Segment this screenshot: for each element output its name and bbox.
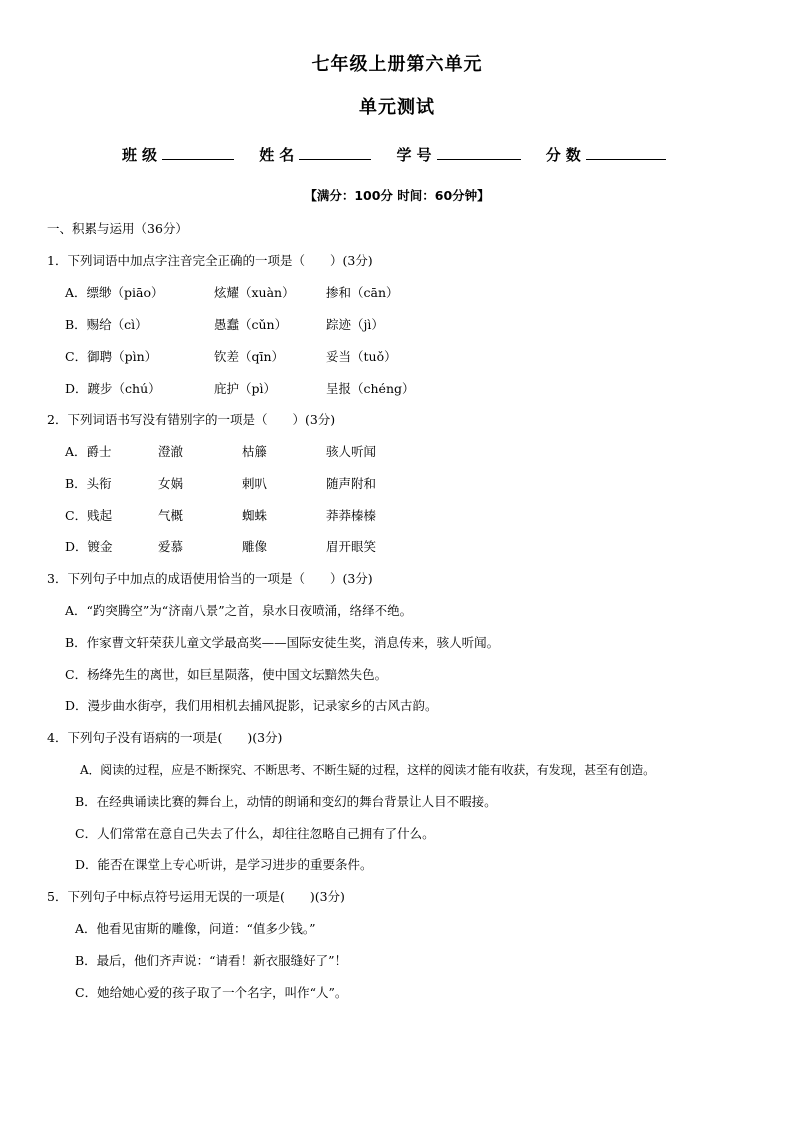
q3-option-c[interactable]: C．杨绛先生的离世，如巨星陨落，使中国文坛黯然失色。 bbox=[65, 667, 388, 682]
number-blank[interactable] bbox=[437, 145, 521, 160]
section-heading: 一、积累与运用（36分） bbox=[47, 221, 188, 236]
q4-option-a[interactable]: A．阅读的过程，应是不断探究、不断思考、不断生疑的过程，这样的阅读才能有收获，有发现，甚至有创造。 bbox=[80, 763, 655, 777]
score-blank[interactable] bbox=[586, 145, 666, 160]
question-1-stem: 1．下列词语中加点字注音完全正确的一项是（ ）(3分) bbox=[47, 253, 373, 268]
q5-option-c[interactable]: C．她给她心爱的孩子取了一个名字，叫作“人”。 bbox=[75, 985, 348, 1000]
number-label: 学号 bbox=[396, 146, 437, 164]
q3-option-b[interactable]: B．作家曹文轩荣获儿童文学最高奖——国际安徒生奖，消息传来，骇人听闻。 bbox=[65, 635, 500, 650]
q4-option-c[interactable]: C．人们常常在意自己失去了什么，却往往忽略自己拥有了什么。 bbox=[75, 826, 435, 841]
page-title: 七年级上册第六单元 bbox=[311, 54, 483, 75]
class-label: 班级 bbox=[122, 146, 163, 164]
exam-meta: 【满分：100分 时间：60分钟】 bbox=[304, 188, 490, 203]
page-subtitle: 单元测试 bbox=[359, 97, 435, 118]
q3-option-d[interactable]: D．漫步曲水街亭，我们用相机去捕风捉影，记录家乡的古风古韵。 bbox=[65, 698, 438, 713]
q3-option-a[interactable]: A．“趵突腾空”为“济南八景”之首，泉水日夜喷涌，络绎不绝。 bbox=[65, 603, 413, 618]
q5-option-b[interactable]: B．最后，他们齐声说：“请看！新衣服缝好了”！ bbox=[75, 953, 347, 968]
name-blank[interactable] bbox=[299, 145, 371, 160]
question-4-stem: 4．下列句子没有语病的一项是( )(3分) bbox=[47, 730, 283, 745]
score-label: 分数 bbox=[545, 146, 586, 164]
name-label: 姓名 bbox=[259, 146, 300, 164]
class-blank[interactable] bbox=[162, 145, 234, 160]
question-5-stem: 5．下列句子中标点符号运用无误的一项是( )(3分) bbox=[47, 889, 345, 904]
exam-page: 七年级上册第六单元 单元测试 班级 姓名 学号 分数 【满分：100分 时间：60分钟】 一、积累与运用（36分） 1．下列词语中加点字注音完全正确的一项是（ ）(3分) A．缥缈（piāo） 炫耀（xuàn） 掺和（cān） B．赐给（cì） 愚蠢（cǔn） 踪迹（jì） C．御聘（pìn） 钦差（qīn） 妥当（tuǒ） D．踱步（chú） 庇护（pì） 呈报（chéng） 2．下列词语书写没有错别字的一项是（ ）(3分) A．爵士 澄澈 枯籐 骇人听闻 B．头衔 女娲 剌叭 随声附和 C．贱起 气概 蜘蛛 莽莽榛榛 D．镀金 爱慕 雕像 眉开眼笑 3．下列句子中加点的成语使用恰当的一项是（ ）(3分) A．“趵突腾空”为“济南八景”之首，泉水日夜喷涌，络绎不绝。 B．作家曹文轩荣获儿童文学最高奖——国际安徒生奖，消息传来，骇人听闻。 C．杨绛先生的离世，如巨星陨落，使中国文坛黯然失色。 D．漫步曲水街亭，我们用相机去捕风捉影，记录家乡的古风古韵。 4．下列句子没有语病的一项是( )(3分) A．阅读的过程，应是不断探究、不断思考、不断生疑的过程，这样的阅读才能有收获，有发现，甚至有创造。 B．在经典诵读比赛的舞台上，动情的朗诵和变幻的舞台背景让人目不暇接。 C．人们常常在意自己失去了什么，却往往忽略自己拥有了什么。 D．能否在课堂上专心听讲，是学习进步的重要条件。 5．下列句子中标点符号运用无误的一项是( )(3分) A．他看见宙斯的雕像，问道：“值多少钱。” B．最后，他们齐声说：“请看！新衣服缝好了”！ C．她给她心爱的孩子取了一个名字，叫作“人”。 bbox=[0, 0, 794, 1123]
q4-option-d[interactable]: D．能否在课堂上专心听讲，是学习进步的重要条件。 bbox=[75, 857, 373, 872]
q4-option-b[interactable]: B．在经典诵读比赛的舞台上，动情的朗诵和变幻的舞台背景让人目不暇接。 bbox=[75, 794, 497, 809]
question-3-stem: 3．下列句子中加点的成语使用恰当的一项是（ ）(3分) bbox=[47, 571, 373, 586]
question-2-stem: 2．下列词语书写没有错别字的一项是（ ）(3分) bbox=[47, 412, 336, 427]
q5-option-a[interactable]: A．他看见宙斯的雕像，问道：“值多少钱。” bbox=[75, 921, 316, 936]
student-info-line bbox=[122, 144, 686, 165]
